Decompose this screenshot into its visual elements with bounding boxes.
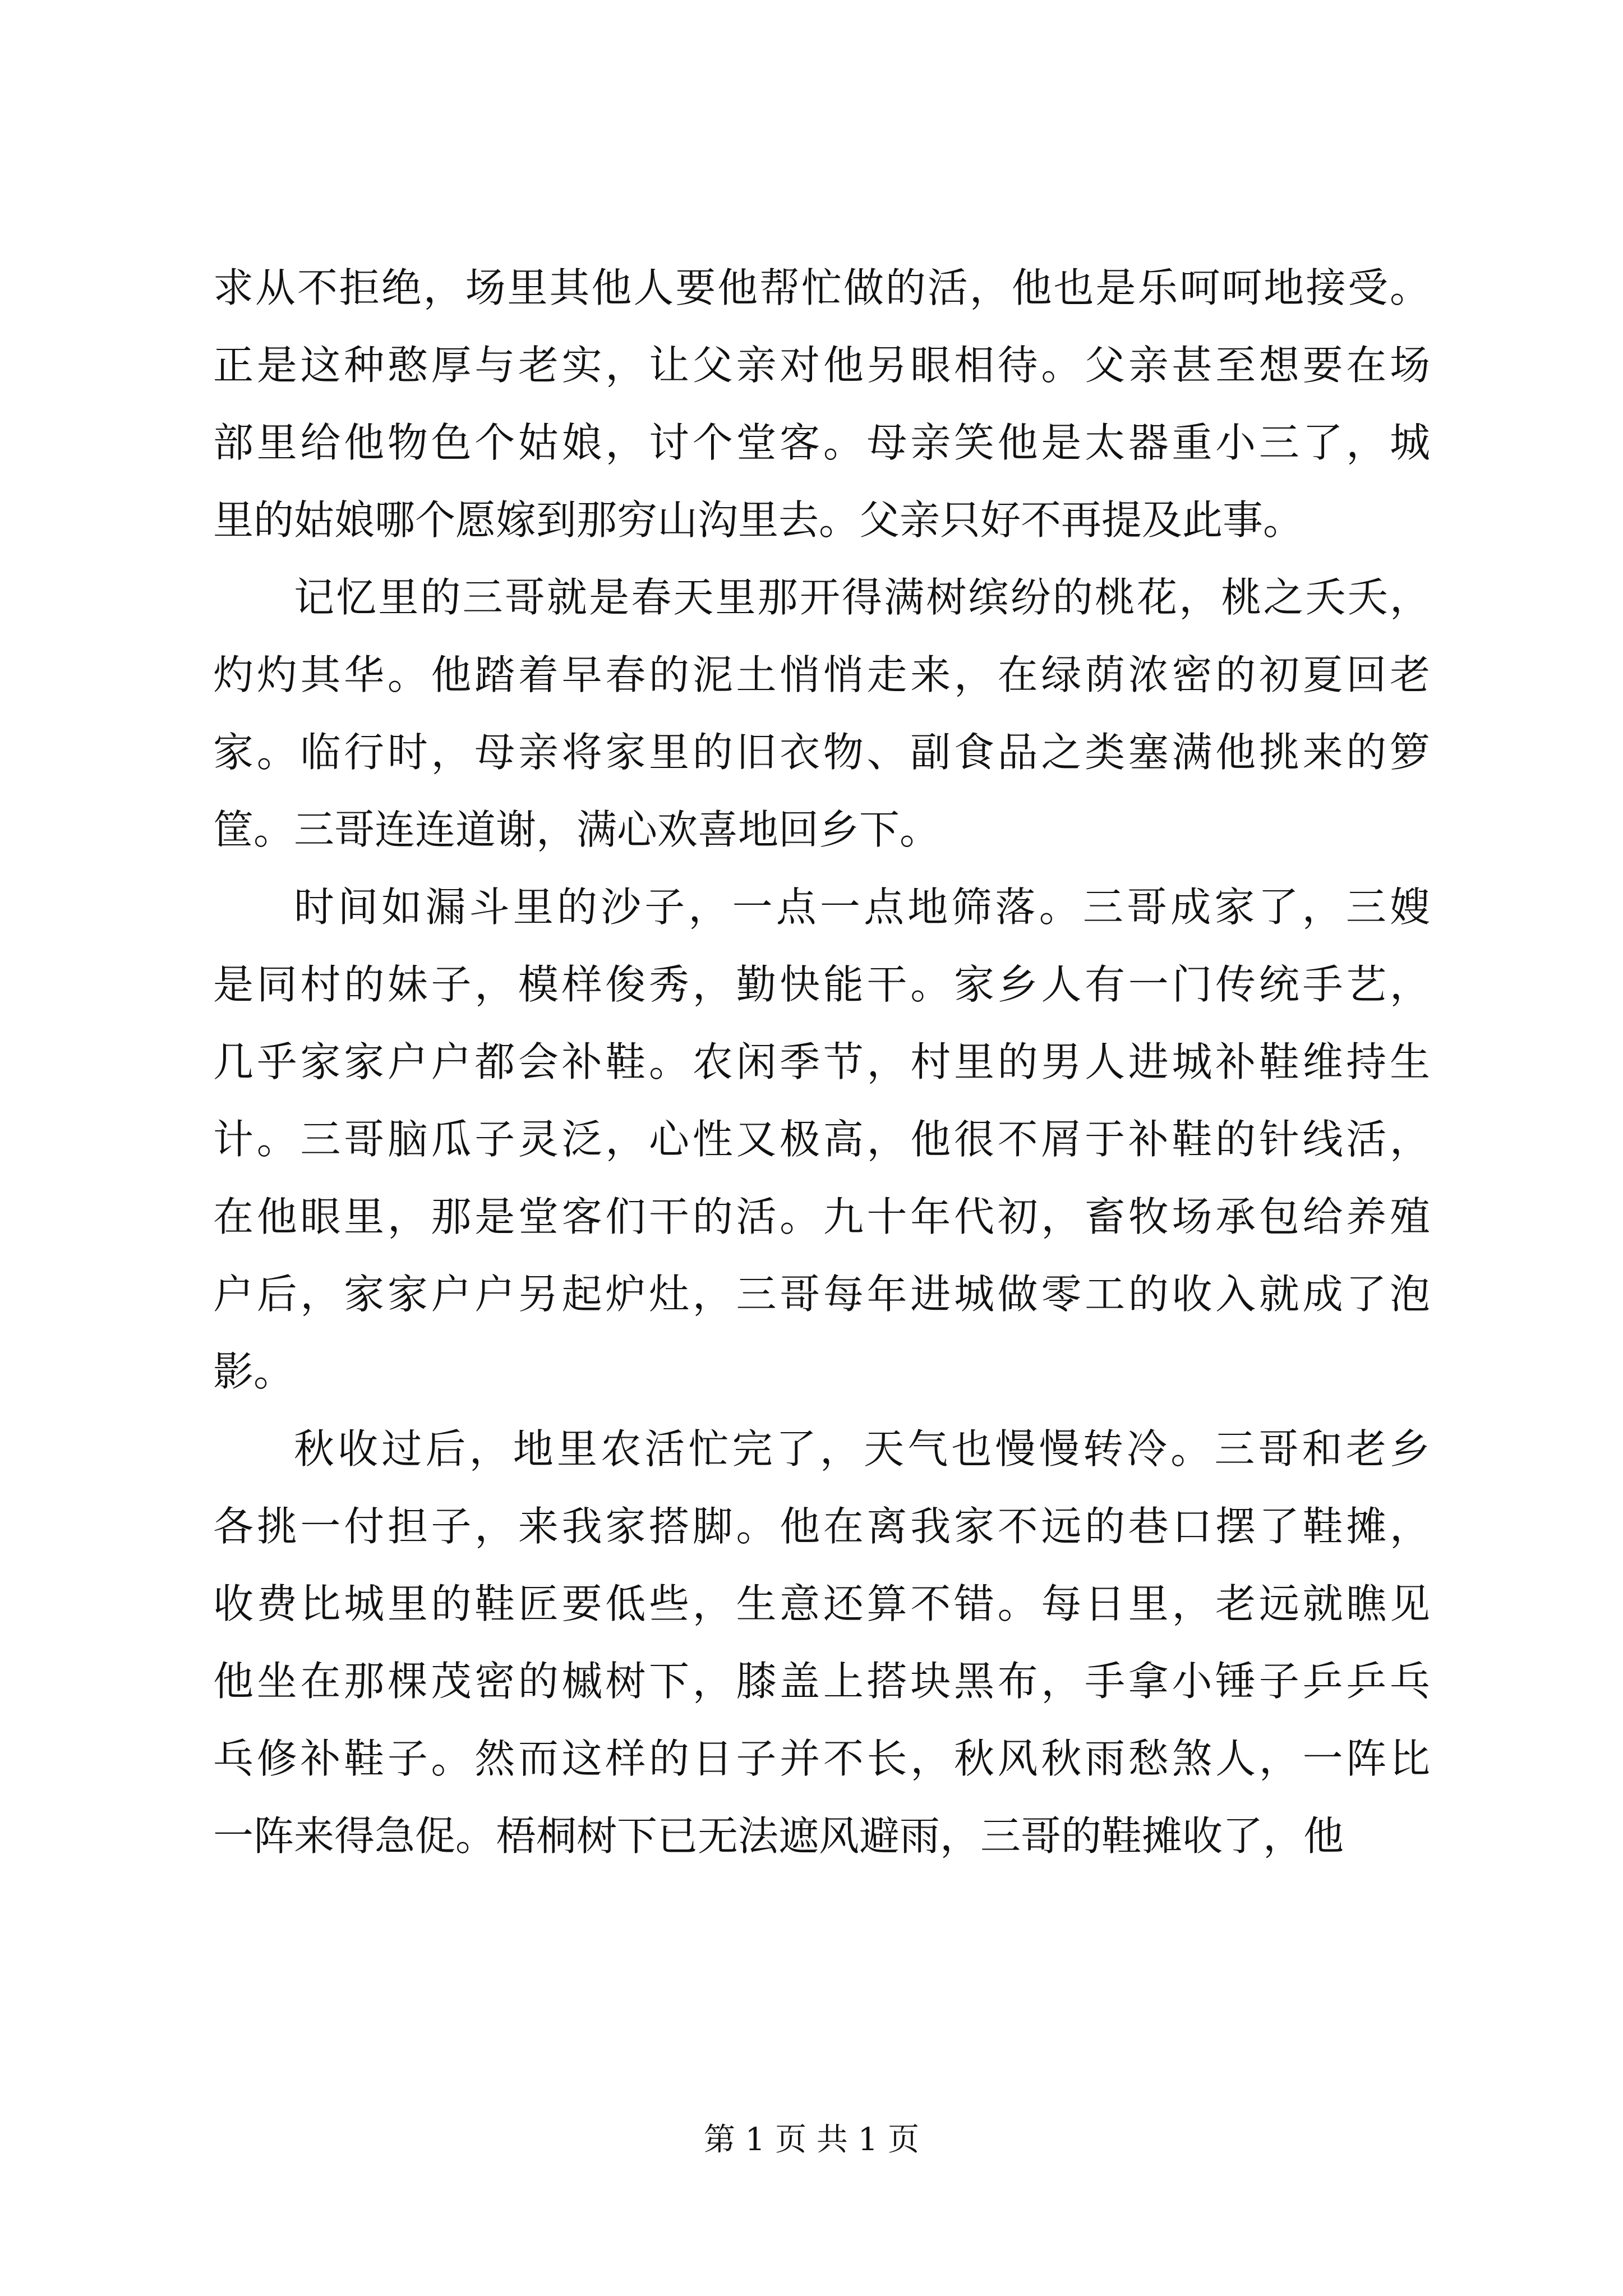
text-line: 部里给他物色个姑娘，讨个堂客。母亲笑他是太器重小三了，城	[213, 419, 1430, 466]
text-line: 户后，家家户户另起炉灶，三哥每年进城做零工的收入就成了泡	[213, 1271, 1430, 1318]
text-line: 筐。三哥连连道谢，满心欢喜地回乡下。	[213, 806, 940, 853]
text-line: 秋收过后，地里农活忙完了，天气也慢慢转冷。三哥和老乡	[294, 1425, 1430, 1473]
text-line: 在他眼里，那是堂客们干的活。九十年代初，畜牧场承包给养殖	[213, 1193, 1430, 1240]
text-line: 收费比城里的鞋匠要低些，生意还算不错。每日里，老远就瞧见	[213, 1580, 1430, 1627]
text-line: 正是这种憨厚与老实，让父亲对他另眼相待。父亲甚至想要在场	[213, 342, 1430, 389]
text-line: 里的姑娘哪个愿嫁到那穷山沟里去。父亲只好不再提及此事。	[213, 496, 1304, 544]
page-footer: 第 1 页 共 1 页	[703, 2122, 920, 2158]
paragraph	[213, 1410, 1430, 1875]
document-body	[213, 249, 1430, 1875]
text-line: 影。	[213, 1348, 294, 1395]
text-line: 一阵来得急促。梧桐树下已无法遮风避雨，三哥的鞋摊收了，他	[213, 1812, 1344, 1860]
text-line: 时间如漏斗里的沙子，一点一点地筛落。三哥成家了，三嫂	[294, 884, 1430, 931]
text-line: 是同村的妹子，模样俊秀，勤快能干。家乡人有一门传统手艺，	[213, 961, 1430, 1008]
text-line: 记忆里的三哥就是春天里那开得满树缤纷的桃花，桃之夭夭，	[294, 574, 1430, 621]
text-line: 家。临行时，母亲将家里的旧衣物、副食品之类塞满他挑来的箩	[213, 729, 1430, 776]
text-line: 乓修补鞋子。然而这样的日子并不长，秋风秋雨愁煞人，一阵比	[213, 1735, 1430, 1782]
text-line: 灼灼其华。他踏着早春的泥土悄悄走来，在绿荫浓密的初夏回老	[213, 651, 1430, 698]
paragraph	[213, 559, 1430, 868]
text-line: 几乎家家户户都会补鞋。农闲季节，村里的男人进城补鞋维持生	[213, 1038, 1430, 1085]
text-line: 各挑一付担子，来我家搭脚。他在离我家不远的巷口摆了鞋摊，	[213, 1503, 1430, 1550]
text-line: 他坐在那棵茂密的槭树下，膝盖上搭块黑布，手拿小锤子乒乒乓	[213, 1658, 1430, 1705]
text-line: 求从不拒绝，场里其他人要他帮忙做的活，他也是乐呵呵地接受。	[213, 264, 1430, 311]
text-line: 计。三哥脑瓜子灵泛，心性又极高，他很不屑于补鞋的针线活，	[213, 1116, 1430, 1163]
paragraph	[213, 868, 1430, 1410]
paragraph	[213, 249, 1430, 559]
